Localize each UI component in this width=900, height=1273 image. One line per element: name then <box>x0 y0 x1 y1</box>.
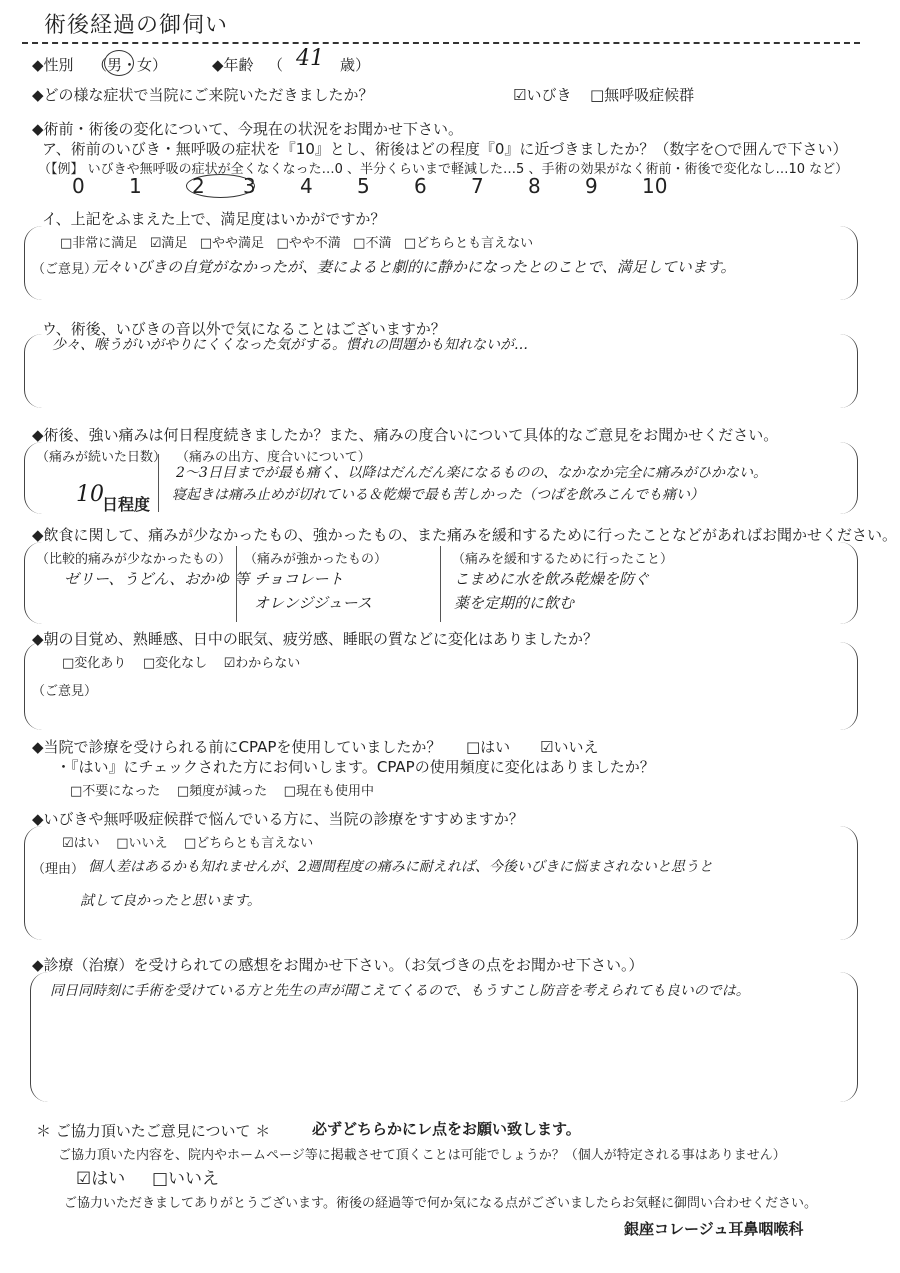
q5-days-label: （痛みが続いた日数） <box>36 450 167 465</box>
q9-options[interactable] <box>62 832 313 851</box>
scale-5[interactable]: 5 <box>357 174 370 198</box>
q3-question: イ、上記をふまえた上で、満足度はいかがですか？ <box>42 210 386 228</box>
scale-4[interactable]: 4 <box>300 174 313 198</box>
scale-1[interactable]: 1 <box>129 174 142 198</box>
age-label: ◆年齢 <box>212 56 254 74</box>
q7-option-unknown[interactable]: ☑わからない <box>223 656 301 671</box>
scale-0[interactable]: 0 <box>72 174 85 198</box>
q8-option-reduced[interactable]: □頻度が減った <box>176 784 268 799</box>
scale-6[interactable]: 6 <box>414 174 427 198</box>
footer-note-emphasis: 必ずどちらかにレ点をお願い致します。 <box>312 1120 581 1138</box>
q8-sub-options[interactable] <box>70 780 374 799</box>
q3-option-neither[interactable]: □どちらとも言えない <box>403 236 534 251</box>
age-open-paren: （ <box>268 56 284 74</box>
q1-option-apnea[interactable]: □無呼吸症候群 <box>590 86 695 104</box>
q9-reason-label: （理由） <box>32 862 85 877</box>
q6-col3-label: （痛みを緩和するために行ったこと） <box>452 552 674 567</box>
footer-thanks: ご協力いただきましてありがとうございます。術後の経過等で何か気になる点がございましたらお気軽に御問い合わせください。 <box>64 1196 817 1211</box>
scale-9[interactable]: 9 <box>585 174 598 198</box>
q9-option-neither[interactable]: □どちらとも言えない <box>184 836 314 851</box>
q8-sub-question: ・『はい』にチェックされた方にお伺いします。CPAPの使用頻度に変化はありましたか？ <box>56 758 655 776</box>
clinic-name: 銀座コレージュ耳鼻咽喉科 <box>624 1220 804 1238</box>
q6-divider-2 <box>440 546 441 622</box>
q4-question: ウ、術後、いびきの音以外で気になることはございますか？ <box>42 320 446 338</box>
q2-example: （【例】 いびきや無呼吸の症状が全くなくなった…0 、半分くらいまで軽減した…5 、手術の効果がなく術前・術後で変化なし…10 など） <box>38 162 849 177</box>
q3-option-somewhat-dissatisfied[interactable]: □やや不満 <box>276 236 341 251</box>
q5-detail-line1[interactable]: 2～3日目までが最も痛く、以降はだんだん楽になるものの、なかなか完全に痛みがひかない。 <box>176 465 767 481</box>
q9-question: ◆いびきや無呼吸症候群で悩んでいる方に、当院の診療をすすめますか？ <box>32 810 524 828</box>
q10-question: ◆診療（治療）を受けられての感想をお聞かせ下さい。（お気づきの点をお聞かせ下さい。） <box>32 956 644 974</box>
q8-option-still-using[interactable]: □現在も使用中 <box>283 784 374 799</box>
age-unit: 歳） <box>340 56 371 74</box>
q7-option-changed[interactable]: □変化あり <box>62 656 127 671</box>
q5-days-value[interactable]: 10 <box>76 482 104 507</box>
q6-col2-line1[interactable]: チョコレート <box>254 570 344 588</box>
q3-option-somewhat-satisfied[interactable]: □やや満足 <box>199 236 265 251</box>
q9-reason-line1[interactable]: 個人差はあるかも知れませんが、2週間程度の痛みに耐えれば、今後いびきに悩まされないと思うと <box>88 859 713 875</box>
age-value[interactable]: 41 <box>296 46 324 71</box>
scale-3[interactable]: 3 <box>243 174 256 198</box>
footer-option-yes[interactable]: ☑はい <box>76 1169 126 1189</box>
q3-opinion[interactable]: 元々いびきの自覚がなかったが、妻によると劇的に静かになったとのことで、満足しています。 <box>92 258 736 276</box>
q6-divider-1 <box>236 546 237 622</box>
q2-scale[interactable] <box>72 174 699 198</box>
scale-2[interactable] <box>186 174 243 198</box>
q7-opinion-label: （ご意見） <box>32 684 98 699</box>
scale-7[interactable]: 7 <box>471 174 484 198</box>
scale-10[interactable]: 10 <box>642 174 668 198</box>
q3-option-satisfied[interactable]: ☑満足 <box>149 236 188 251</box>
q5-detail-line2[interactable]: 寝起きは痛み止めが切れている＆乾燥で最も苦しかった（つばを飲みこんでも痛い） <box>172 487 704 503</box>
page-title: 術後経過の御伺い <box>44 13 229 38</box>
q6-col3-line2[interactable]: 薬を定期的に飲む <box>454 594 575 612</box>
q5-days-unit: 日程度 <box>102 495 151 514</box>
title-divider <box>22 42 860 44</box>
q5-column-divider <box>158 454 159 512</box>
gender-label: ◆性別 <box>32 56 74 74</box>
q5-detail-label: （痛みの出方、度合いについて） <box>176 450 371 465</box>
q5-question: ◆術後、強い痛みは何日程度続きましたか？また、痛みの度合いについて具体的なご意見をお聞かせください。 <box>32 426 779 444</box>
q6-col2-label: （痛みが強かったもの） <box>244 552 388 567</box>
q2-question: ◆術前・術後の変化について、今現在の状況をお聞かせ下さい。 <box>32 120 463 138</box>
q9-option-no[interactable]: □いいえ <box>116 836 168 851</box>
scale-2-circled: 2 <box>186 174 255 198</box>
q8-option-no[interactable]: ☑いいえ <box>540 738 599 756</box>
footer-question: ご協力頂いた内容を、院内やホームページ等に掲載させて頂くことは可能でしょうか？（個人が特定される事はありません） <box>58 1148 786 1163</box>
q3-opinion-label: （ご意見） <box>32 262 98 277</box>
q8-question: ◆当院で診療を受けられる前にCPAPを使用していましたか？ <box>32 738 442 756</box>
q10-answer[interactable]: 同日同時刻に手術を受けている方と先生の声が聞こえてくるので、もうすこし防音を考えられても良いのでは。 <box>50 983 750 999</box>
q9-option-yes[interactable]: ☑はい <box>62 836 100 851</box>
footer-option-no[interactable]: □いいえ <box>152 1169 220 1189</box>
q6-col1-value[interactable]: ゼリー、うどん、おかゆ 等 <box>64 570 250 588</box>
q1-question: ◆どの様な症状で当院にご来院いただきましたか？ <box>32 86 374 104</box>
q7-option-no-change[interactable]: □変化なし <box>142 656 208 671</box>
q4-answer[interactable]: 少々、喉うがいがやりにくくなった気がする。慣れの問題かも知れないが… <box>52 337 528 353</box>
q3-option-very-satisfied[interactable]: □非常に満足 <box>60 236 138 251</box>
scale-8[interactable]: 8 <box>528 174 541 198</box>
q9-reason-line2[interactable]: 試して良かったと思います。 <box>80 893 261 909</box>
q7-question: ◆朝の目覚め、熟睡感、日中の眠気、疲労感、睡眠の質などに変化はありましたか？ <box>32 630 598 648</box>
q6-question: ◆飲食に関して、痛みが少なかったもの、強かったもの、また痛みを緩和するために行ったことなどがあればお聞かせください。 <box>32 526 898 544</box>
q8-option-unneeded[interactable]: □不要になった <box>70 784 161 799</box>
q8-option-yes[interactable]: □はい <box>466 738 511 756</box>
q3-option-dissatisfied[interactable]: □不満 <box>353 236 392 251</box>
q6-col3-line1[interactable]: こまめに水を飲み乾燥を防ぐ <box>454 570 650 588</box>
q3-options[interactable] <box>60 232 533 251</box>
q2-sub-a: ア、術前のいびき・無呼吸の症状を『10』とし、術後はどの程度『0』に近づきましたか？（数字を○で囲んで下さい） <box>42 140 848 158</box>
gender-circle-mark <box>104 50 134 76</box>
q6-col2-line2[interactable]: オレンジジュース <box>254 594 372 612</box>
gender-options-text: （男・女） <box>92 56 168 74</box>
q1-option-snoring[interactable]: ☑いびき <box>513 86 572 104</box>
q6-col1-label: （比較的痛みが少なかったもの） <box>36 552 232 567</box>
footer-note-title: ＊ ご協力頂いたご意見について ＊ <box>36 1122 271 1140</box>
q7-options[interactable] <box>62 652 300 671</box>
